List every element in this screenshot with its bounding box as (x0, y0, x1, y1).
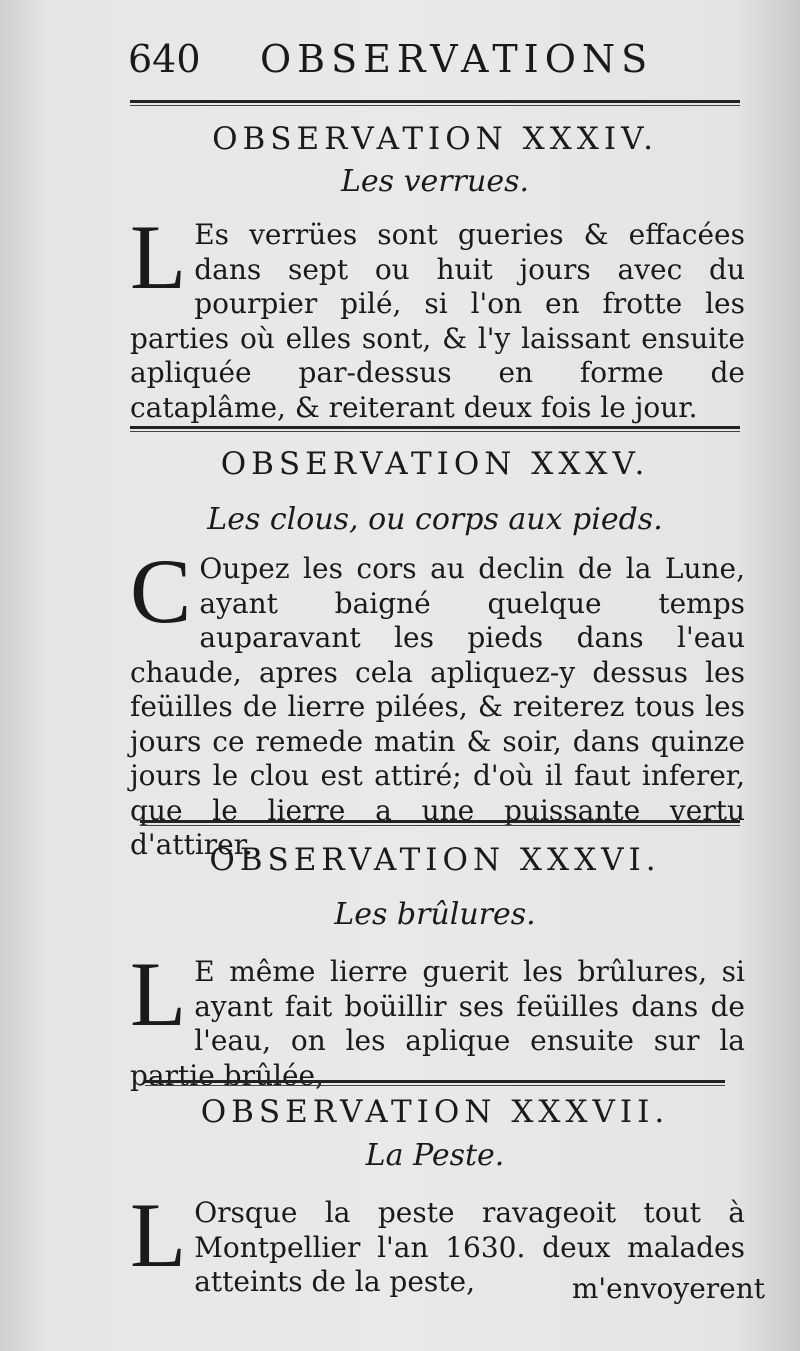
observation-title: OBSERVATION XXXIV. (212, 121, 658, 157)
drop-cap: C (130, 540, 192, 642)
paragraph-body: E même lierre guerit les brûlures, si ayant fait boüillir ses feüilles dans de l'eau, on les aplique ensuite sur la partie brûlée, (130, 955, 745, 1092)
observation-text (130, 206, 745, 425)
drop-cap: L (130, 1184, 187, 1286)
observation-subtitle: Les clous, ou corps aux pieds. (207, 502, 663, 537)
observation-subtitle: La Peste. (365, 1138, 505, 1173)
observation-text (130, 540, 745, 863)
running-head: OBSERVATIONS (260, 37, 654, 81)
paragraph-body: Oupez les cors au declin de la Lune, ayant baigné quelque temps auparavant les pieds dans l'eau chaude, apres cela apliquez-y dessus les feüilles de lierre pilées, & reiterez tous les jours ce remede matin & soir, dans quinze jours le clou est attiré; d'où il faut inferer, que le lierre a une puissante vertu d'attirer. (130, 552, 745, 861)
observation-title: OBSERVATION XXXVI. (209, 842, 661, 878)
section-rule (130, 426, 740, 432)
observation-text (130, 943, 745, 1093)
observation-title: OBSERVATION XXXV. (220, 446, 650, 482)
paragraph-body: Es verrües sont gueries & effacées dans sept ou huit jours avec du pourpier pilé, si l'on en frotte les parties où elles sont, & l'y laissant ensuite apliquée par-dessus en forme de cataplâme, & reiterant deux fois le jour. (130, 218, 745, 424)
page-number: 640 (128, 37, 201, 81)
page-header (128, 34, 688, 84)
paragraph-body: Orsque la peste ravageoit tout à Montpellier l'an 1630. deux malades atteints de la peste, (194, 1196, 745, 1298)
section-rule (140, 820, 740, 826)
catchword: m'envoyerent (571, 1272, 765, 1305)
section-rule (145, 1080, 725, 1086)
observation-title: OBSERVATION XXXVII. (200, 1094, 670, 1130)
section-rule (130, 100, 740, 106)
observation-subtitle: Les verrues. (341, 164, 529, 199)
drop-cap: L (130, 206, 187, 308)
drop-cap: L (130, 943, 187, 1045)
observation-subtitle: Les brûlures. (334, 897, 536, 932)
